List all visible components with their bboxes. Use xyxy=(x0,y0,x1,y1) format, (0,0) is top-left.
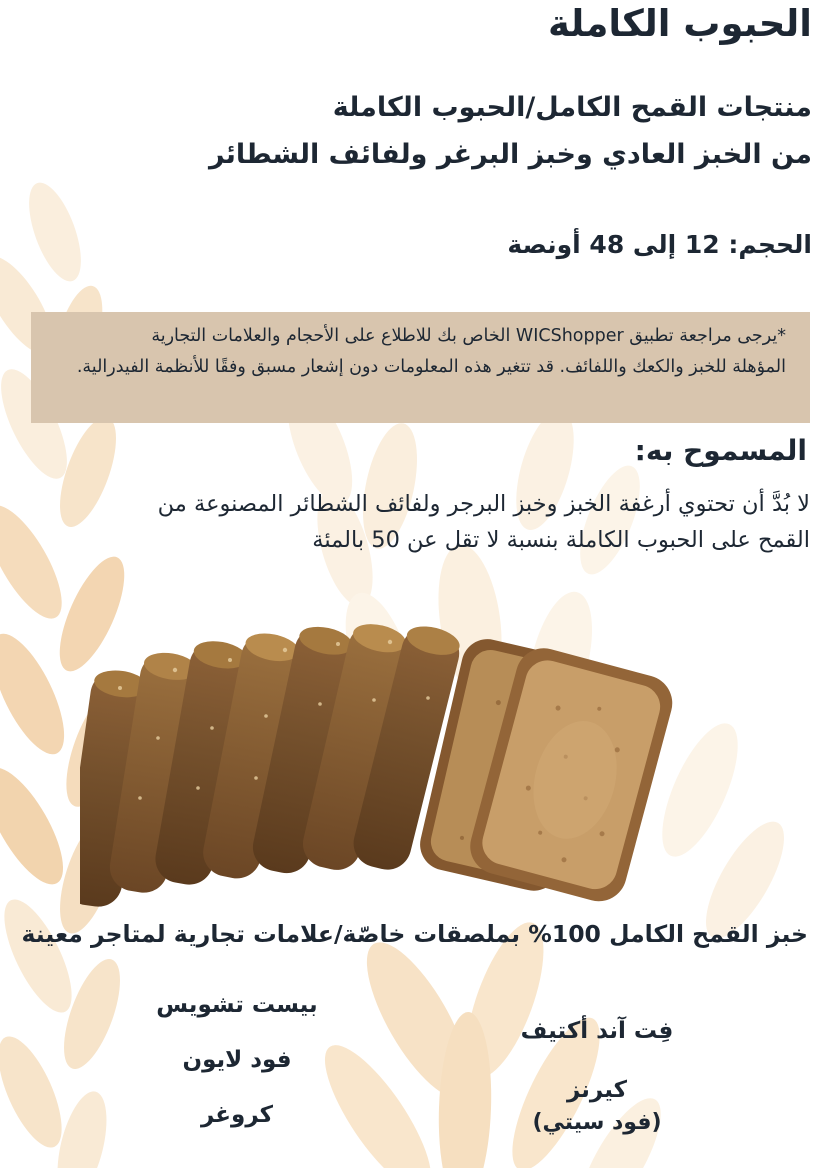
store-name: كيرنز xyxy=(566,1077,627,1103)
store-column-left xyxy=(118,990,356,1130)
size-range: الحجم: 12 إلى 48 أونصة xyxy=(507,230,812,259)
store-name: كروغر xyxy=(201,1102,273,1128)
subtitle-line-1: منتجات القمح الكامل/الحبوب الكاملة xyxy=(332,92,812,123)
store-name: بيست تشويس xyxy=(156,992,318,1018)
sliced-bread-photo xyxy=(80,608,745,908)
wicshopper-note-box xyxy=(31,312,810,423)
store-name: فود لايون xyxy=(182,1047,292,1073)
store-name: فِت آند أكتيف xyxy=(520,1018,674,1044)
brands-caption: خبز القمح الكامل 100% بملصقات خاصّة/علامات تجارية لمتاجر معينة xyxy=(21,920,808,948)
allowed-body-line-1: لا بُدَّ أن تحتوي أرغفة الخبز وخبز البرجر ولفائف الشطائر المصنوعة من xyxy=(157,491,810,517)
allowed-body xyxy=(70,486,810,558)
allowed-body-line-2: القمح على الحبوب الكاملة بنسبة لا تقل عن 50 بالمئة xyxy=(312,527,810,553)
subtitle-line-2: من الخبز العادي وخبز البرغر ولفائف الشطائر xyxy=(209,139,812,170)
page-title: الحبوب الكاملة xyxy=(547,2,812,45)
allowed-heading: المسموح به: xyxy=(634,434,807,467)
store-column-right xyxy=(472,1016,722,1138)
store-name: (فود سيتي) xyxy=(532,1110,662,1135)
note-line-2: المؤهلة للخبز والكعك واللفائف. قد تتغير هذه المعلومات دون إشعار مسبق وفقًا للأنظمة الفيدرالية. xyxy=(76,357,786,377)
note-line-1: *يرجى مراجعة تطبيق WICShopper الخاص بك للاطلاع على الأحجام والعلامات التجارية xyxy=(151,326,786,346)
page-subtitle xyxy=(209,84,812,178)
